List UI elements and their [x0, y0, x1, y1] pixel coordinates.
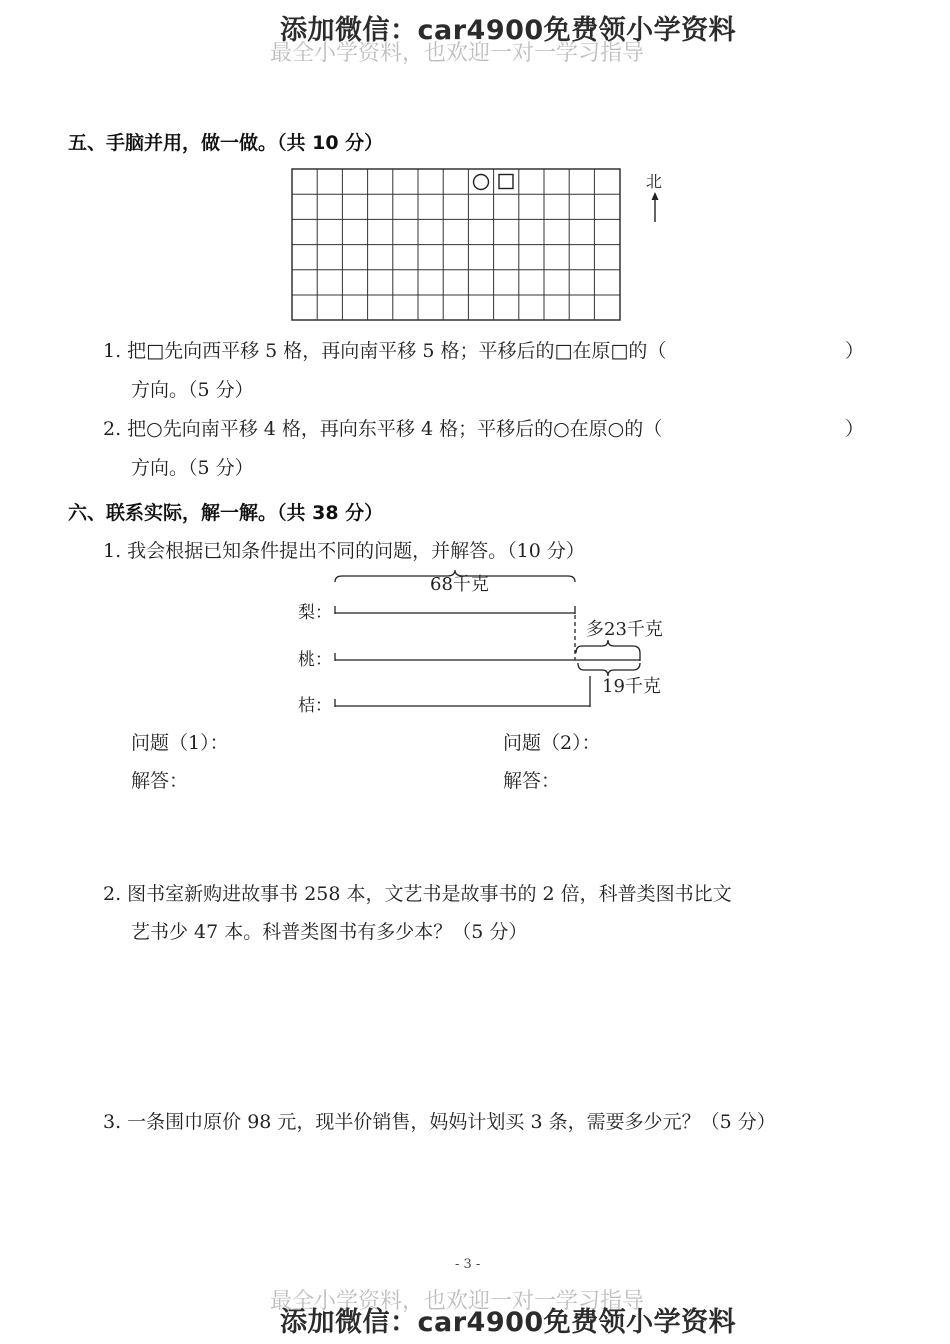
section5-title: 五、手脑并用，做一做。（共 10 分） — [68, 132, 384, 154]
question2-label: 问题（2）： — [503, 732, 601, 754]
s5-q1-line1: 1. 把□先向西平移 5 格，再向南平移 5 格；平移后的□在原□的（ — [103, 340, 667, 362]
translation-grid — [288, 165, 678, 325]
s5-q2-line1: 2. 把○先向南平移 4 格，再向东平移 4 格；平移后的○在原○的（ — [103, 418, 663, 440]
question1-label: 问题（1）： — [131, 732, 229, 754]
watermark-bottom: 添加微信：car4900免费领小学资料 — [280, 1307, 737, 1338]
s5-q2-close: ） — [845, 418, 865, 440]
s6-q2-line2: 艺书少 47 本。科普类图书有多少本？（5 分） — [131, 921, 528, 943]
s6-q3: 3. 一条围巾原价 98 元，现半价销售，妈妈计划买 3 条，需要多少元？（5 分） — [103, 1111, 776, 1133]
answer2-label: 解答： — [503, 770, 561, 792]
watermark-top-ghost: 最全小学资料，也欢迎一对一学习指导 — [270, 41, 645, 66]
s6-q1: 1. 我会根据已知条件提出不同的问题，并解答。（10 分） — [103, 540, 585, 562]
north-arrow-icon — [652, 192, 659, 222]
s6-q2-line1: 2. 图书室新购进故事书 258 本，文艺书是故事书的 2 倍，科普类图书比文 — [103, 883, 732, 905]
label-orange: 桔： — [298, 696, 332, 716]
answer1-label: 解答： — [131, 770, 189, 792]
grid-circle — [474, 175, 489, 190]
grid-square — [499, 175, 513, 189]
label-pear: 梨： — [298, 603, 332, 623]
s5-q1-line2: 方向。（5 分） — [131, 379, 254, 401]
pear-amount: 68千克 — [430, 574, 489, 595]
orange-diff: 19千克 — [602, 676, 661, 697]
s5-q1-close: ） — [845, 340, 865, 362]
watermark-top: 添加微信：car4900免费领小学资料 — [280, 15, 737, 46]
section6-title: 六、联系实际，解一解。（共 38 分） — [68, 502, 384, 524]
north-label: 北 — [646, 172, 663, 191]
peach-more: 多23千克 — [586, 619, 663, 640]
s5-q2-line2: 方向。（5 分） — [131, 457, 254, 479]
label-peach: 桃： — [298, 650, 332, 670]
page-number: - 3 - — [455, 1257, 481, 1272]
fruit-line-diagram — [290, 568, 690, 723]
watermark-bottom-ghost: 最全小学资料，也欢迎一对一学习指导 — [270, 1289, 645, 1314]
